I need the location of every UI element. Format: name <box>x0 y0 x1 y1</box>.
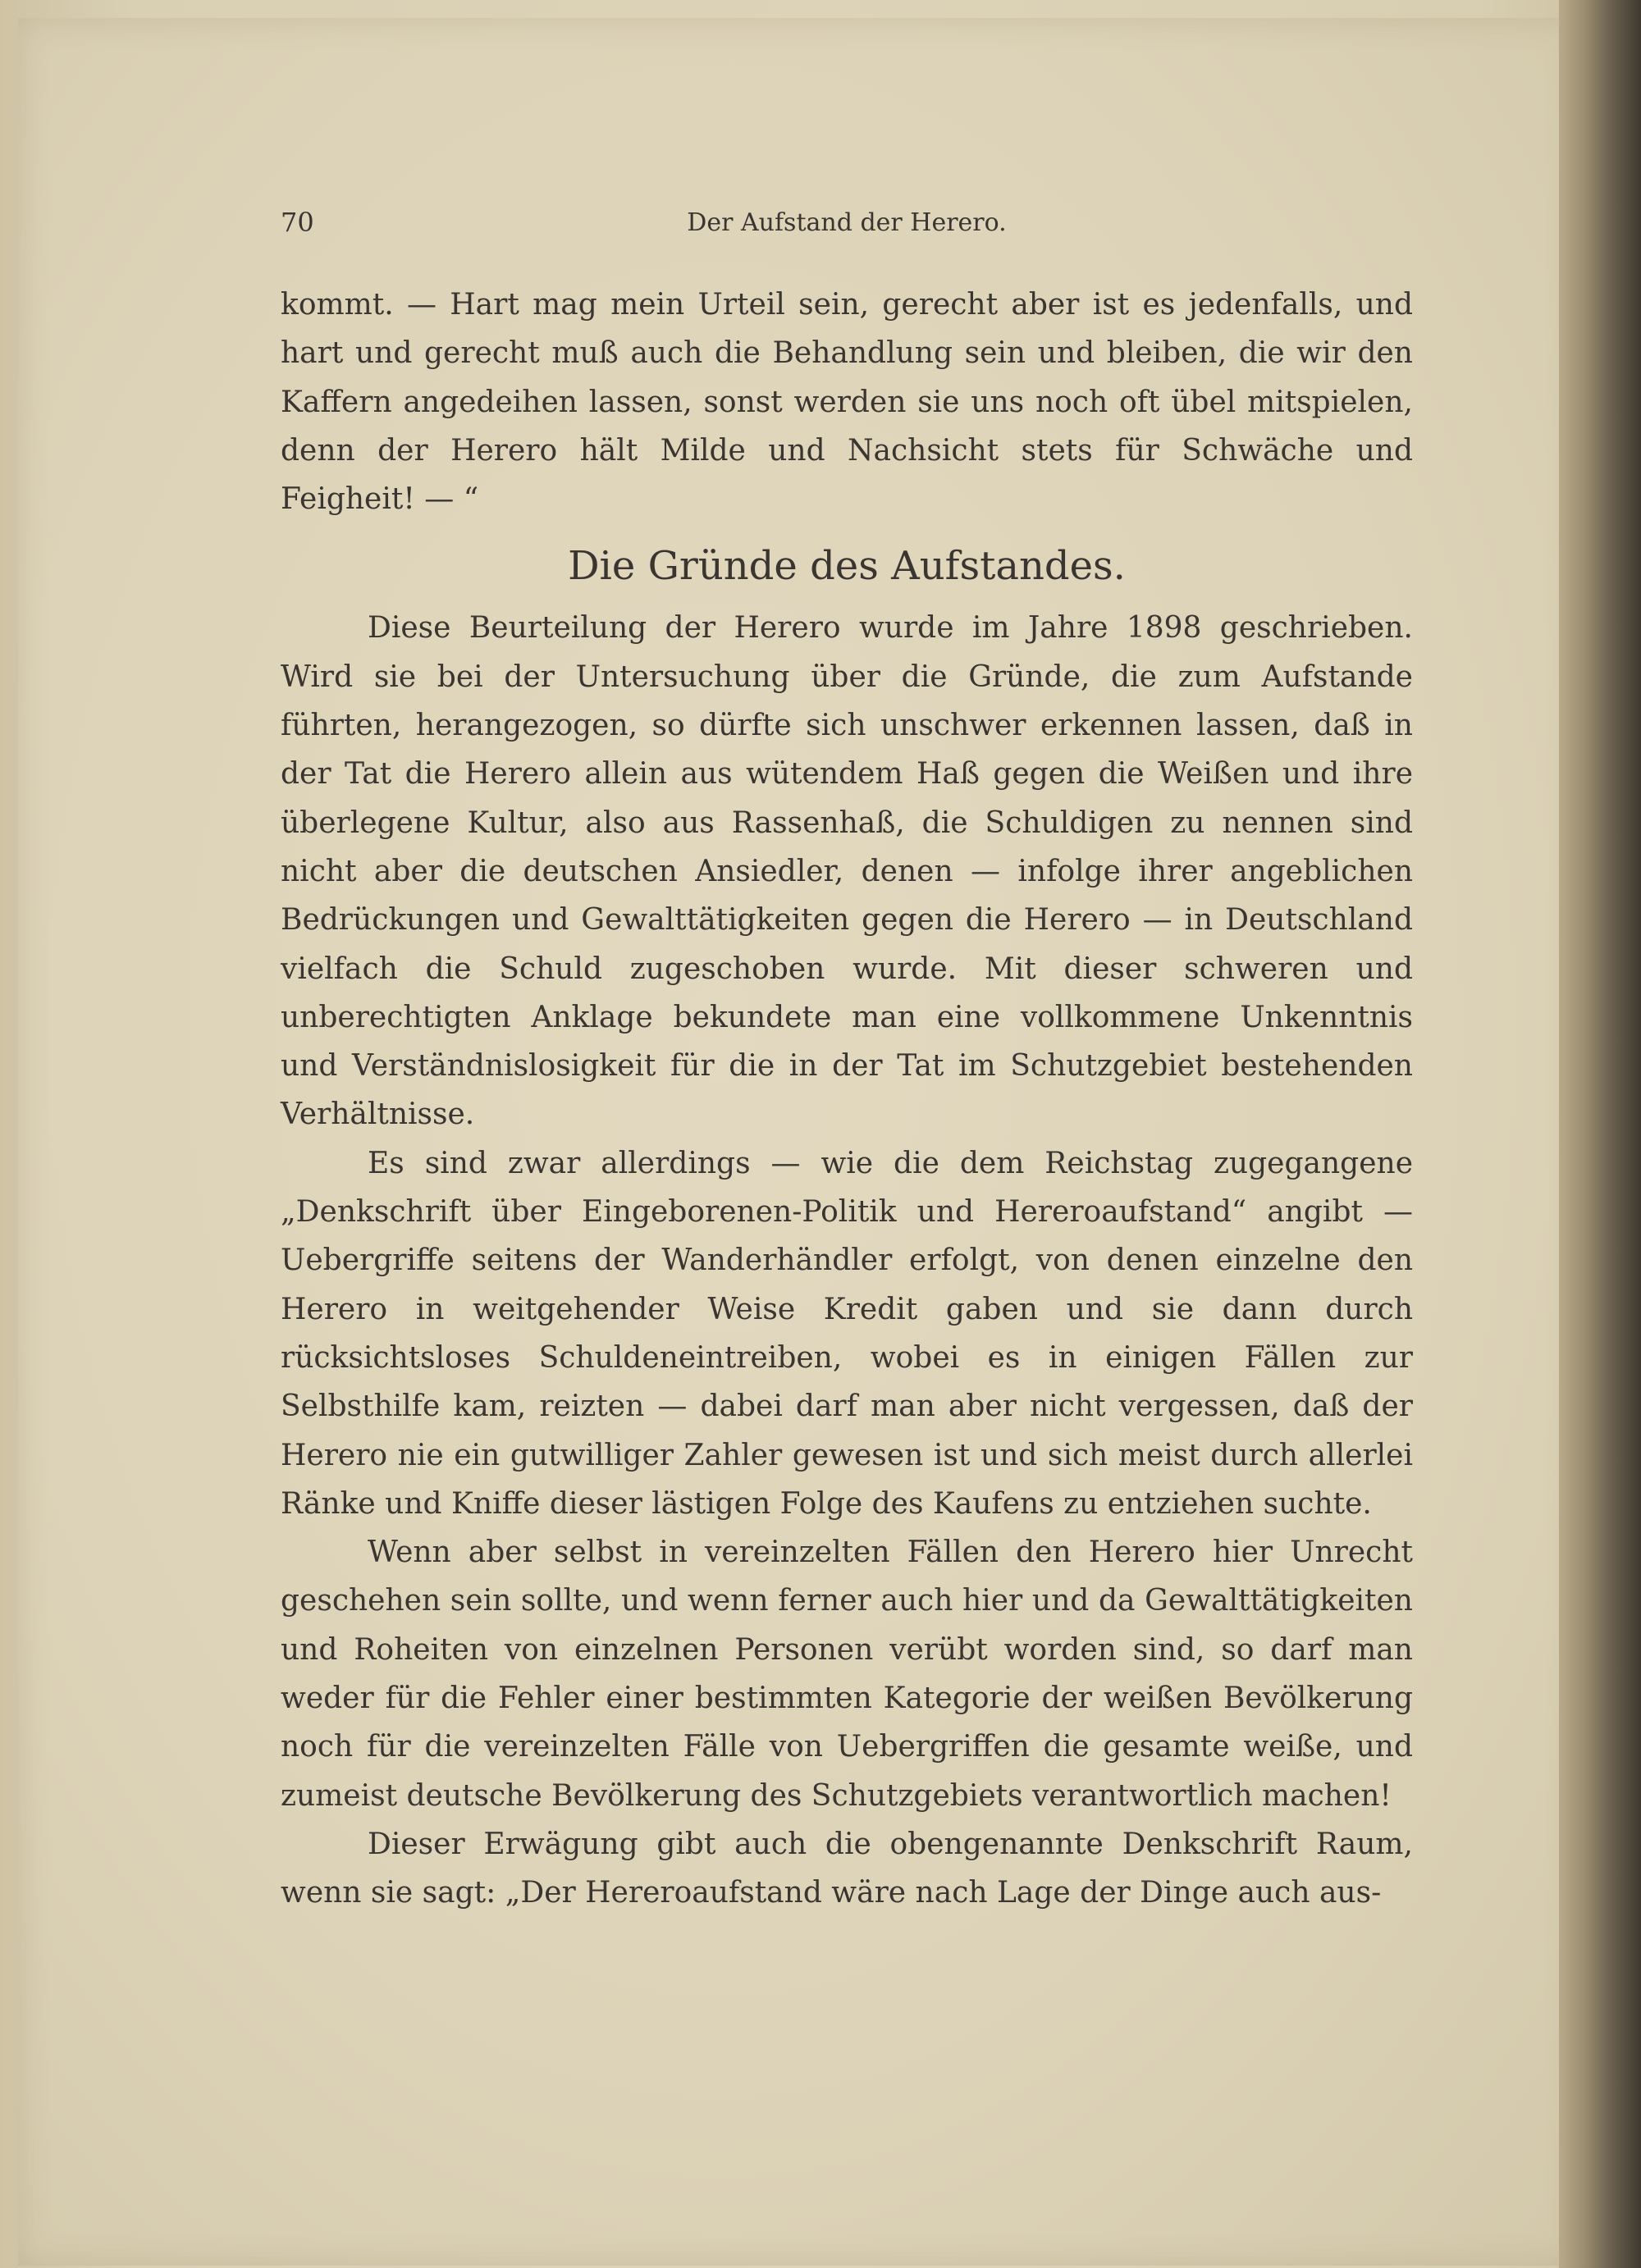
continuation-paragraph: kommt. — Hart mag mein Urteil sein, gerecht aber ist es jedenfalls, und hart und gerecht muß auch die Behandlung sein und bleiben, die wir den Kaffern angedeihen lassen, sonst werden sie uns noch oft übel mitspielen, denn der Herero hält Milde und Nachsicht stets für Schwäche und Feigheit! — “ <box>281 288 1413 517</box>
paragraph-2: Es sind zwar allerdings — wie die dem Reichstag zugegangene „Denkschrift über Eingeborenen-Politik und Hereroaufstand“ angibt — Uebergriffe seitens der Wanderhändler erfolgt, von denen einzelne den Herero in weitgehender Weise Kredit gaben und sie dann durch rücksichtsloses Schuldeneintreiben, wobei es in einigen Fällen zur Selbsthilfe kam, reizten — dabei darf man aber nicht vergessen, daß der Herero nie ein gutwilliger Zahler gewesen ist und sich meist durch allerlei Ränke und Kniffe dieser lästigen Folge des Kaufens zu entziehen suchte. <box>281 1146 1413 1521</box>
paragraph-4: Dieser Erwägung gibt auch die obengenannte Denkschrift Raum, wenn sie sagt: „Der Hereroaufstand wäre nach Lage der Dinge auch aus- <box>281 1827 1413 1910</box>
section-heading: Die Gründe des Aufstandes. <box>568 543 1126 590</box>
paragraph-1: Diese Beurteilung der Herero wurde im Jahre 1898 geschrieben. Wird sie bei der Untersuchung über die Gründe, die zum Aufstande führten, herangezogen, so dürfte sich unschwer erkennen lassen, daß in der Tat die Herero allein aus wütendem Haß gegen die Weißen und ihre überlegene Kultur, also aus Rassenhaß, die Schuldigen zu nennen sind nicht aber die deutschen Ansiedler, denen — infolge ihrer angeblichen Bedrückungen und Gewalttätigkeiten gegen die Herero — in Deutschland vielfach die Schuld zugeschoben wurde. Mit dieser schweren und unberechtigten Anklage bekundete man eine vollkommene Unkenntnis und Verständnislosigkeit für die in der Tat im Schutzgebiet bestehenden Verhältnisse. <box>281 611 1413 1132</box>
running-head <box>281 207 1413 248</box>
page-body <box>281 281 1413 1918</box>
book-spine-edge <box>1559 0 1641 2268</box>
page-number: 70 <box>281 207 314 238</box>
paragraph-3: Wenn aber selbst in vereinzelten Fällen den Herero hier Unrecht geschehen sein sollte, und wenn ferner auch hier und da Gewalttätigkeiten und Roheiten von einzelnen Personen verübt worden sind, so darf man weder für die Fehler einer bestimmten Kategorie der weißen Bevölkerung noch für die vereinzelten Fälle von Uebergriffen die gesamte weiße, und zumeist deutsche Bevölkerung des Schutzgebiets verantwortlich machen! <box>281 1536 1413 1813</box>
chapter-running-title: Der Aufstand der Herero. <box>687 208 1007 237</box>
